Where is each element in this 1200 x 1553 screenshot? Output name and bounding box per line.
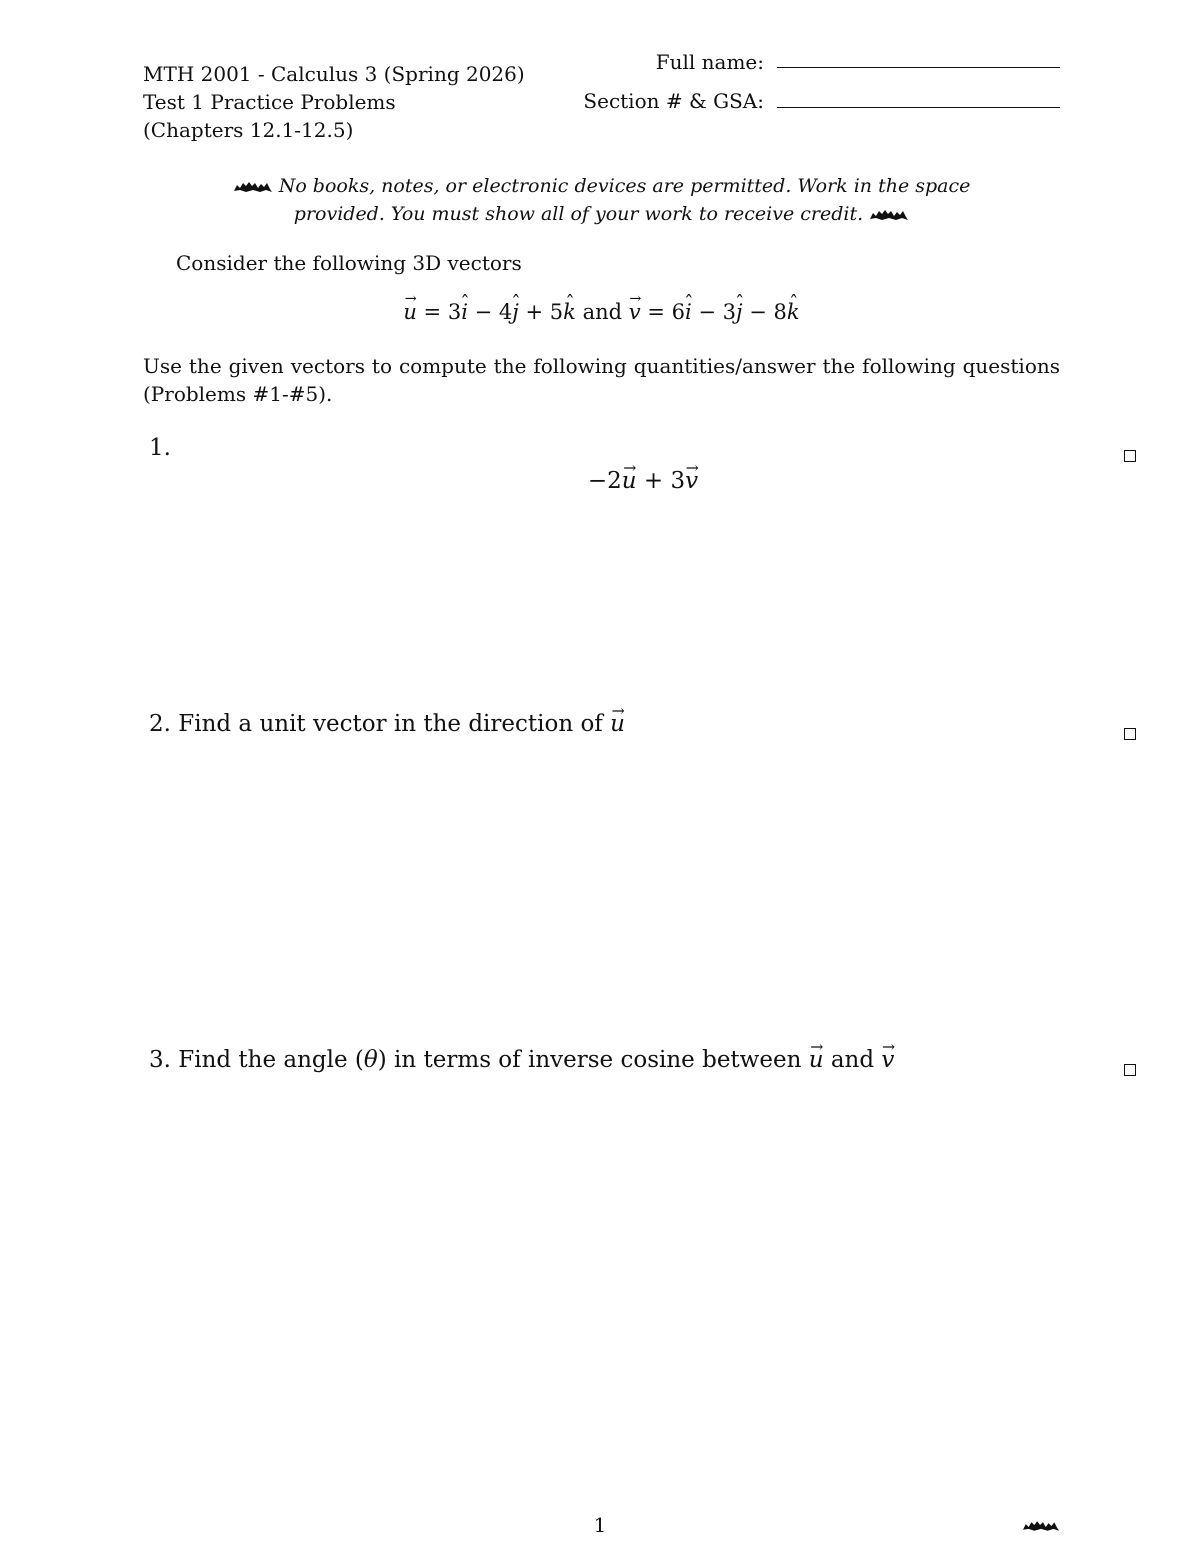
u-k-sign: + [525,300,544,324]
notice-line-1: No books, notes, or electronic devices are permitted. Work in the space [278,175,971,197]
checkbox-icon[interactable] [1124,728,1136,740]
bat-icon [233,180,273,194]
course-title: MTH 2001 - Calculus 3 (Spring 2026) [143,62,525,86]
notice-line-2: provided. You must show all of your work to receive credit. [293,203,864,225]
i-hat: ˆ i [461,300,468,324]
test-title: Test 1 Practice Problems [143,90,396,114]
vector-u-symbol: → u [809,1047,824,1073]
vector-u-symbol: → u [622,468,637,494]
checkbox-icon[interactable] [1124,450,1136,462]
vector-v-symbol: → v [685,468,698,494]
expr-op: + [643,468,664,494]
problem-3 [149,1047,894,1073]
v-i-coef: 6 [671,300,685,324]
problem-2-text: Find a unit vector in the direction of [178,711,603,737]
vector-connector: and [582,300,623,324]
expr-coef-a: −2 [587,468,622,494]
i-hat: ˆ i [685,300,692,324]
problem-1-number: 1. [149,435,171,461]
problem-3-text-middle: ) in terms of inverse cosine between [377,1047,802,1073]
k-hat: ˆ k [563,300,576,324]
problem-3-number: 3. [149,1047,171,1073]
problem-2 [149,711,625,737]
v-k-coef: 8 [773,300,787,324]
v-j-sign: − [698,300,716,324]
vector-definitions: → u = 3ˆ i − 4ˆ j + 5ˆ k and → v = 6ˆ i − 3ˆ j − 8ˆ k [143,300,1060,324]
j-hat: ˆ j [736,300,743,324]
instructions-text: Use the given vectors to compute the following quantities/answer the following questions (Problems #1-#5). [143,354,1060,406]
theta-symbol: θ [363,1047,378,1073]
problem-2-number: 2. [149,711,171,737]
bat-icon [1022,1519,1060,1533]
checkbox-icon[interactable] [1124,1064,1136,1076]
exam-notice [143,172,1060,228]
problem-3-text-before: Find the angle ( [178,1047,364,1073]
vector-u-symbol: → u [610,711,625,737]
u-k-coef: 5 [549,300,564,324]
expr-coef-b: 3 [670,468,686,494]
vector-v-symbol: → v [629,300,641,324]
problem-1-expression [143,468,1143,494]
bat-icon [869,208,909,222]
chapters-label: (Chapters 12.1-12.5) [143,118,354,142]
u-j-sign: − [474,300,493,324]
v-k-sign: − [749,300,767,324]
vector-u-symbol: → u [403,300,417,324]
v-j-coef: 3 [722,300,737,324]
k-hat: ˆ k [787,300,800,324]
full-name-label: Full name: [655,50,764,74]
u-i-coef: 3 [447,300,462,324]
section-field[interactable] [777,107,1060,108]
j-hat: ˆ j [512,300,519,324]
section-label: Section # & GSA: [583,89,764,113]
problem-3-connector: and [830,1047,875,1073]
vector-v-symbol: → v [881,1047,894,1073]
full-name-field[interactable] [777,67,1060,68]
page-number: 1 [593,1513,607,1537]
consider-text: Consider the following 3D vectors [176,251,522,275]
u-j-coef: 4 [498,300,513,324]
